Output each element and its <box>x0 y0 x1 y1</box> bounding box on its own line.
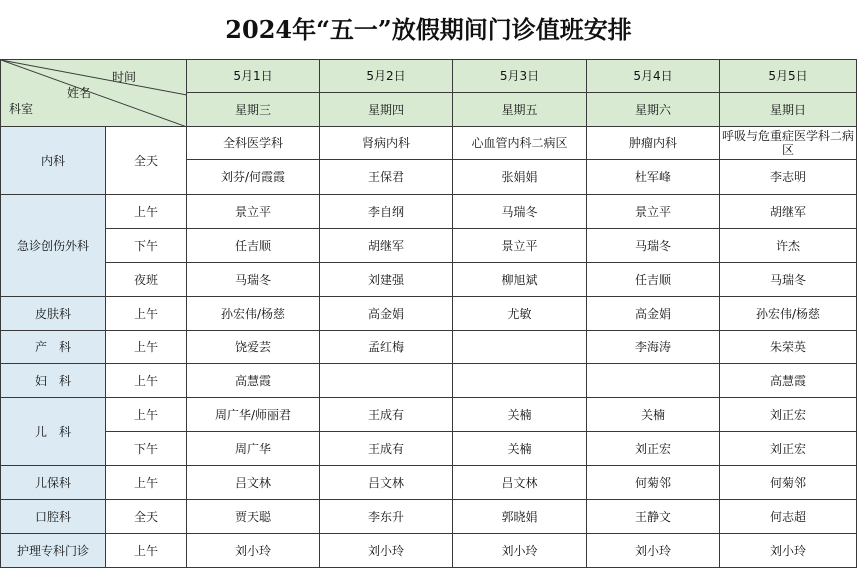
doctor-name: 李海涛 <box>587 331 720 364</box>
diagonal-lines <box>1 60 187 127</box>
clinic-name: 全科医学科 <box>187 127 320 160</box>
shift-label: 上午 <box>106 364 187 398</box>
doctor-name: 刘小玲 <box>720 534 857 568</box>
doctor-name: 刘正宏 <box>587 432 720 466</box>
doctor-name: 许杰 <box>720 229 857 263</box>
doctor-name: 刘建强 <box>320 263 453 297</box>
doctor-name: 刘小玲 <box>187 534 320 568</box>
department-name: 产 科 <box>0 331 106 364</box>
weekday-header: 星期四 <box>320 93 453 127</box>
doctor-name: 马瑞冬 <box>187 263 320 297</box>
corner-header <box>0 59 187 127</box>
doctor-name: 周广华/师丽君 <box>187 398 320 432</box>
doctor-name: 刘正宏 <box>720 398 857 432</box>
doctor-name: 王成有 <box>320 398 453 432</box>
doctor-name: 高金娟 <box>320 297 453 331</box>
shift-label: 下午 <box>106 432 187 466</box>
doctor-name: 周广华 <box>187 432 320 466</box>
weekday-header: 星期三 <box>187 93 320 127</box>
weekday-header: 星期六 <box>587 93 720 127</box>
doctor-name: 高金娟 <box>587 297 720 331</box>
doctor-name: 尤敏 <box>453 297 587 331</box>
doctor-name: 饶爱芸 <box>187 331 320 364</box>
doctor-name: 马瑞冬 <box>587 229 720 263</box>
doctor-name <box>587 364 720 398</box>
clinic-name: 心血管内科二病区 <box>453 127 587 160</box>
department-name: 儿保科 <box>0 466 106 500</box>
date-header: 5月4日 <box>587 59 720 93</box>
doctor-name: 关楠 <box>587 398 720 432</box>
doctor-name: 孙宏伟/杨慈 <box>720 297 857 331</box>
weekday-header: 星期日 <box>720 93 857 127</box>
doctor-name: 刘小玲 <box>453 534 587 568</box>
shift-label: 上午 <box>106 534 187 568</box>
department-name: 皮肤科 <box>0 297 106 331</box>
shift-label: 上午 <box>106 331 187 364</box>
doctor-name: 王成有 <box>320 432 453 466</box>
doctor-name: 王保君 <box>320 160 453 195</box>
doctor-name: 任吉顺 <box>187 229 320 263</box>
shift-label: 上午 <box>106 398 187 432</box>
doctor-name: 胡继军 <box>720 195 857 229</box>
doctor-name: 张娟娟 <box>453 160 587 195</box>
doctor-name: 关楠 <box>453 432 587 466</box>
doctor-name: 贾天聪 <box>187 500 320 534</box>
department-name: 口腔科 <box>0 500 106 534</box>
doctor-name: 景立平 <box>587 195 720 229</box>
doctor-name: 郭晓娟 <box>453 500 587 534</box>
doctor-name: 吕文林 <box>187 466 320 500</box>
doctor-name: 吕文林 <box>453 466 587 500</box>
corner-time-label: 时间 <box>112 70 137 84</box>
doctor-name <box>453 331 587 364</box>
doctor-name <box>453 364 587 398</box>
doctor-name: 王静文 <box>587 500 720 534</box>
shift-label: 上午 <box>106 297 187 331</box>
doctor-name: 李东升 <box>320 500 453 534</box>
doctor-name: 高慧霞 <box>720 364 857 398</box>
doctor-name: 朱荣英 <box>720 331 857 364</box>
corner-dept-label: 科室 <box>9 102 34 116</box>
clinic-name: 肾病内科 <box>320 127 453 160</box>
doctor-name: 景立平 <box>453 229 587 263</box>
doctor-name: 孟红梅 <box>320 331 453 364</box>
doctor-name: 胡继军 <box>320 229 453 263</box>
doctor-name: 关楠 <box>453 398 587 432</box>
shift-label: 夜班 <box>106 263 187 297</box>
shift-label: 上午 <box>106 195 187 229</box>
department-name: 急诊创伤外科 <box>0 195 106 297</box>
shift-label: 全天 <box>106 127 187 195</box>
department-name: 儿 科 <box>0 398 106 466</box>
doctor-name: 孙宏伟/杨慈 <box>187 297 320 331</box>
shift-label: 全天 <box>106 500 187 534</box>
weekday-header: 星期五 <box>453 93 587 127</box>
doctor-name: 李志明 <box>720 160 857 195</box>
doctor-name: 刘芬/何霞霞 <box>187 160 320 195</box>
corner-name-label: 姓名 <box>67 86 92 100</box>
doctor-name: 何菊邻 <box>587 466 720 500</box>
date-header: 5月1日 <box>187 59 320 93</box>
date-header: 5月5日 <box>720 59 857 93</box>
doctor-name <box>320 364 453 398</box>
doctor-name: 高慧霞 <box>187 364 320 398</box>
doctor-name: 何菊邻 <box>720 466 857 500</box>
doctor-name: 何志超 <box>720 500 857 534</box>
doctor-name: 刘正宏 <box>720 432 857 466</box>
doctor-name: 景立平 <box>187 195 320 229</box>
shift-label: 上午 <box>106 466 187 500</box>
doctor-name: 刘小玲 <box>320 534 453 568</box>
doctor-name: 杜军峰 <box>587 160 720 195</box>
shift-label: 下午 <box>106 229 187 263</box>
department-name: 内科 <box>0 127 106 195</box>
doctor-name: 柳旭斌 <box>453 263 587 297</box>
department-name: 护理专科门诊 <box>0 534 106 568</box>
clinic-name: 呼吸与危重症医学科二病区 <box>720 127 857 160</box>
doctor-name: 刘小玲 <box>587 534 720 568</box>
doctor-name: 马瑞冬 <box>453 195 587 229</box>
date-header: 5月3日 <box>453 59 587 93</box>
page-title: 2024年“五一”放假期间门诊值班安排 <box>225 15 632 44</box>
department-name: 妇 科 <box>0 364 106 398</box>
doctor-name: 吕文林 <box>320 466 453 500</box>
doctor-name: 马瑞冬 <box>720 263 857 297</box>
date-header: 5月2日 <box>320 59 453 93</box>
doctor-name: 李自纲 <box>320 195 453 229</box>
doctor-name: 任吉顺 <box>587 263 720 297</box>
clinic-name: 肿瘤内科 <box>587 127 720 160</box>
duty-schedule-table <box>0 59 857 571</box>
